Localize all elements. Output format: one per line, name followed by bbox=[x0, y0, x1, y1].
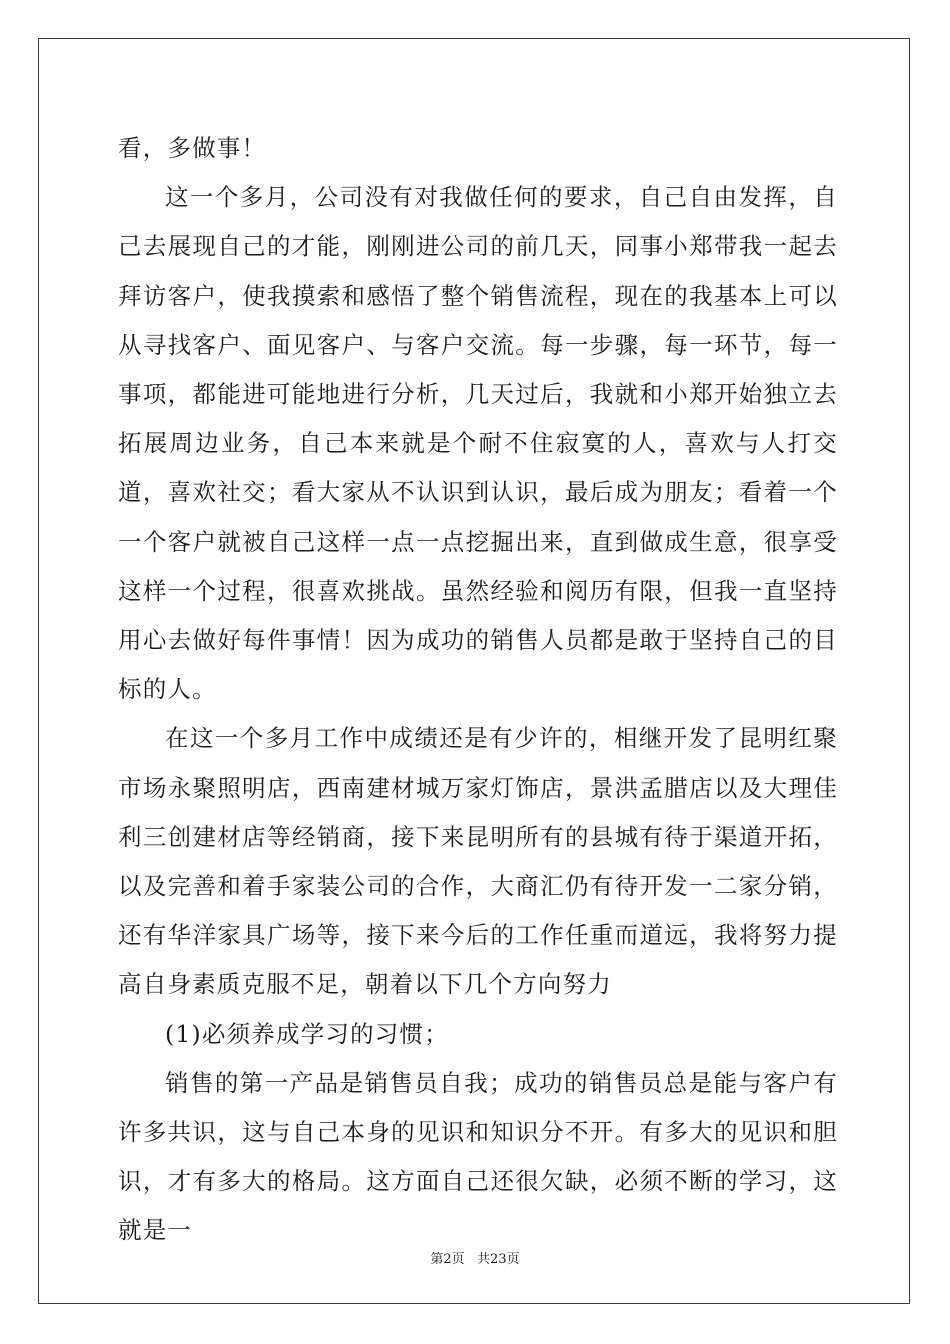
paragraph-2: 这一个多月，公司没有对我做任何的要求，自己自由发挥，自己去展现自己的才能，刚刚进公司的前几天，同事小郑带我一起去拜访客户，使我摸索和感悟了整个销售流程，现在的我基本上可以从寻找客户、面见客户、与客户交流。每一步骤，每一环节，每一事项，都能进可能地进行分析，几天过后，我就和小郑开始独立去拓展周边业务，自己本来就是个耐不住寂寞的人，喜欢与人打交道，喜欢社交；看大家从不认识到认识，最后成为朋友；看着一个一个客户就被自己这样一点一点挖掘出来，直到做成生意，很享受这样一个过程，很喜欢挑战。虽然经验和阅历有限，但我一直坚持用心去做好每件事情！因为成功的销售人员都是敢于坚持自己的目标的人。 bbox=[118, 183, 838, 704]
paragraph-1: 看，多做事！ bbox=[118, 134, 267, 162]
document-body bbox=[118, 124, 838, 1256]
paragraph-5: 销售的第一产品是销售员自我；成功的销售员总是能与客户有许多共识，这与自己本身的见识和知识分不开。有多大的见识和胆识，才有多大的格局。这方面自己还很欠缺，必须不断的学习，这就是一 bbox=[118, 1068, 838, 1245]
paragraph-4: (1)必须养成学习的习惯； bbox=[165, 1019, 449, 1048]
paragraph-3: 在这一个多月工作中成绩还是有少许的，相继开发了昆明红聚市场永聚照明店，西南建材城万家灯饰店，景洪孟腊店以及大理佳利三创建材店等经销商，接下来昆明所有的县城有待于渠道开拓，以及完善和着手家装公司的合作，大商汇仍有待开发一二家分销，还有华洋家具广场等，接下来今后的工作任重而道远，我将努力提高自身素质克服不足，朝着以下几个方向努力 bbox=[118, 724, 838, 999]
page-number-footer: 第2页 共23页 bbox=[430, 1252, 520, 1267]
